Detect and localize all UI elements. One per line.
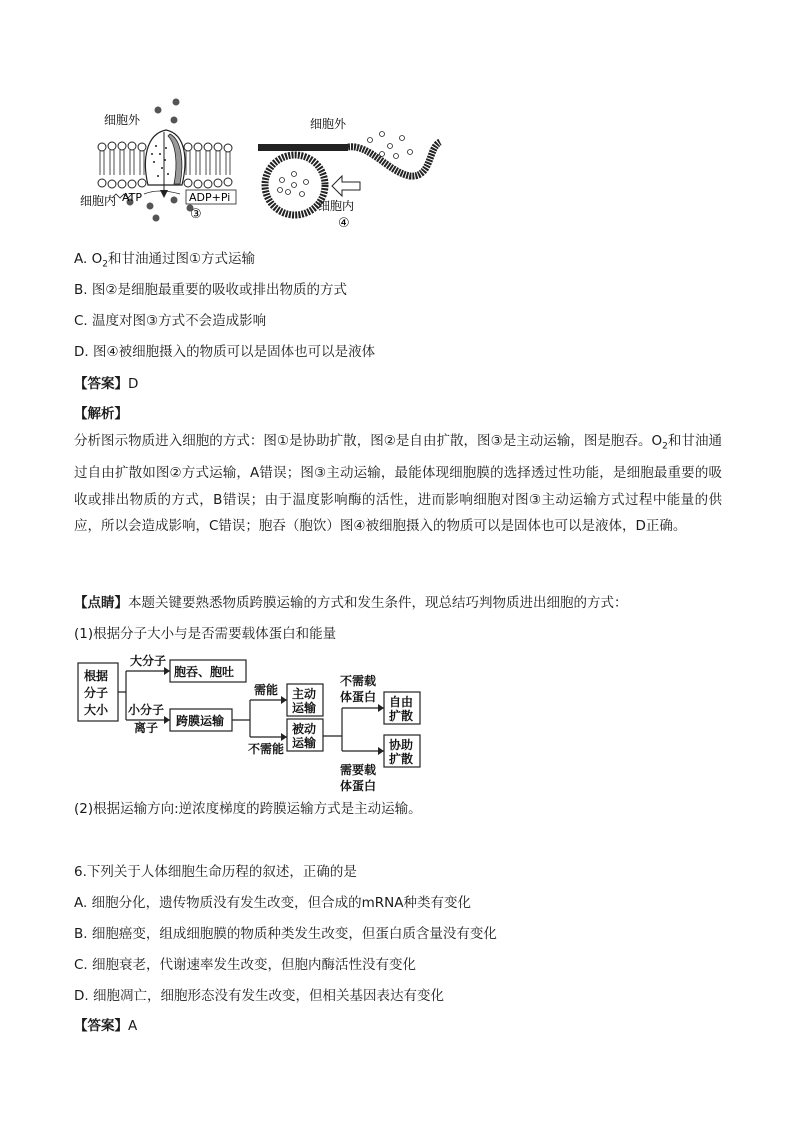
atp-label: ATP [122, 191, 143, 204]
no-carrier-line-1: 不需载 [340, 674, 377, 688]
need-carrier-line-1: 需要载 [340, 763, 377, 777]
facilitated-line-2: 扩散 [389, 752, 414, 766]
need-carrier-line-2: 体蛋白 [340, 779, 377, 793]
root-line-1: 根据 [84, 669, 109, 683]
active-line-1: 主动 [292, 687, 317, 701]
q6-option-b: B. 细胞癌变，组成细胞膜的物质种类发生改变，但蛋白质含量没有变化 [74, 926, 497, 942]
analysis-text-1: 分析图示物质进入细胞的方式：图①是协助扩散，图②是自由扩散，图③是主动运输，图是胞吞。O [74, 433, 663, 449]
q6-answer-tag: 【答案】 [74, 1018, 128, 1034]
outside-label-right: 细胞外 [310, 117, 347, 131]
inside-label-left: 细胞内 [80, 194, 117, 208]
figure-number-3: ③ [190, 207, 202, 222]
q6-option-c: C. 细胞衰老，代谢速率发生改变，但胞内酶活性没有变化 [74, 957, 417, 973]
membrane-transport-figure [70, 90, 450, 240]
adp-label: ADP+Pi [189, 191, 231, 204]
big-molecule-label: 大分子 [130, 654, 167, 668]
ion-label: 离子 [134, 721, 159, 735]
no-carrier-line-2: 体蛋白 [340, 690, 377, 704]
q6-stem: 6.下列关于人体细胞生命历程的叙述，正确的是 [74, 864, 357, 880]
transport-flowchart [74, 650, 434, 795]
analysis-subscript: 2 [662, 441, 668, 452]
q6-answer-value: A [128, 1018, 138, 1034]
outside-label-left: 细胞外 [104, 113, 141, 127]
free-line-2: 扩散 [389, 709, 414, 723]
need-energy-label: 需能 [254, 683, 279, 697]
dianjing-text: 本题关键要熟悉物质跨膜运输的方式和发生条件，现总结巧判物质进出细胞的方式： [128, 595, 628, 611]
answer-value: D [128, 376, 139, 392]
root-line-3: 大小 [84, 703, 109, 717]
q5-option-c: C. 温度对图③方式不会造成影响 [74, 313, 267, 329]
analysis-paragraph [74, 428, 722, 540]
transmembrane-text: 跨膜运输 [176, 714, 225, 728]
analysis-tag: 【解析】 [74, 406, 128, 422]
point-1: (1)根据分子大小与是否需要载体蛋白和能量 [74, 626, 337, 642]
passive-line-2: 运输 [292, 736, 317, 750]
q6-option-a: A. 细胞分化，遗传物质没有发生改变，但合成的mRNA种类有变化 [74, 895, 471, 911]
small-molecule-label: 小分子 [128, 703, 165, 717]
q6-answer [74, 1017, 137, 1035]
option-a-text: 和甘油通过图①方式运输 [107, 251, 256, 267]
q6-option-d: D. 细胞凋亡，细胞形态没有发生改变，但相关基因表达有变化 [74, 988, 444, 1004]
q5-answer [74, 375, 138, 393]
point-2: (2)根据运输方向:逆浓度梯度的跨膜运输方式是主动运输。 [74, 801, 422, 817]
figure-number-4: ④ [338, 216, 350, 231]
option-a-prefix: A. O [74, 251, 103, 267]
oxygen-subscript: 2 [102, 259, 108, 270]
active-line-2: 运输 [292, 701, 317, 715]
no-energy-label: 不需能 [248, 742, 285, 756]
passive-line-1: 被动 [292, 722, 317, 736]
endo-exo-text: 胞吞、胞吐 [174, 665, 235, 679]
root-line-2: 分子 [84, 686, 109, 700]
dianjing-tag: 【点睛】 [74, 595, 128, 611]
analysis-text-2: 和甘油通过自由扩散如图②方式运输，A错误；图③主动运输，最能体现细胞膜的选择透过性功能，是细胞最重要的吸收或排出物质的方式，B错误；由于温度影响酶的活性，进而影响细胞对图③主动运输方式过程中能量的供应，所以会造成影响，C错误；胞吞（胞饮）图④被细胞摄入的物质可以是固体也可以是液体，D正确。 [74, 433, 723, 535]
q5-option-d: D. 图④被细胞摄入的物质可以是固体也可以是液体 [74, 344, 376, 360]
endocytosis-diagram [258, 117, 440, 231]
q5-option-b: B. 图②是细胞最重要的吸收或排出物质的方式 [74, 282, 347, 298]
active-transport-diagram [80, 99, 236, 223]
facilitated-line-1: 协助 [389, 738, 414, 752]
inside-label-right: 细胞内 [318, 199, 355, 213]
q5-option-a [74, 250, 255, 274]
dianjing [74, 594, 628, 612]
answer-tag: 【答案】 [74, 376, 128, 392]
free-line-1: 自由 [389, 695, 414, 709]
